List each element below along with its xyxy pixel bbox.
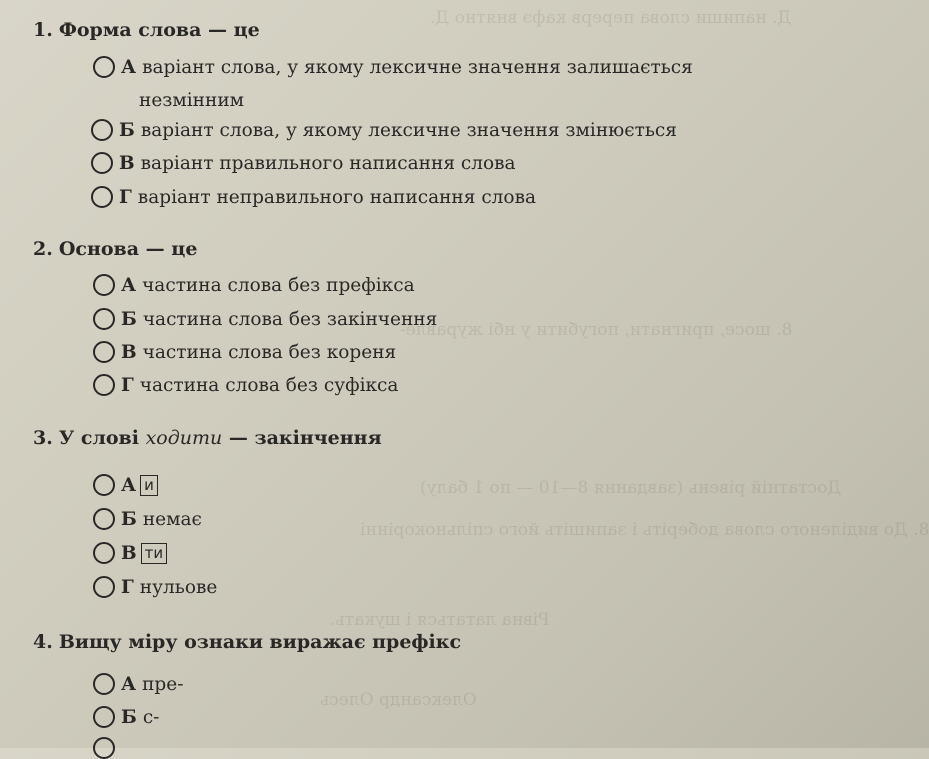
option-text: варіант правильного написання слова xyxy=(140,152,516,174)
option-2b[interactable] xyxy=(93,308,437,330)
option-letter: В xyxy=(119,152,135,174)
option-text: варіант неправильного написання слова xyxy=(137,186,537,208)
question-text-suffix: — закінчення xyxy=(228,427,382,449)
option-letter: В xyxy=(121,542,137,564)
option-letter: А xyxy=(121,474,137,496)
option-2a[interactable] xyxy=(93,274,415,296)
option-text-boxed: и xyxy=(140,475,158,496)
option-text: пре- xyxy=(142,673,184,695)
radio-circle-icon[interactable] xyxy=(93,542,115,564)
radio-circle-icon[interactable] xyxy=(91,152,113,174)
option-letter: А xyxy=(121,56,137,78)
option-text: варіант слова, у якому лексичне значення залишається xyxy=(142,56,693,78)
option-1c[interactable] xyxy=(91,152,516,174)
option-letter: Б xyxy=(121,706,137,728)
option-letter: В xyxy=(121,341,137,363)
option-letter: А xyxy=(121,274,137,296)
radio-circle-icon[interactable] xyxy=(93,56,115,78)
option-letter: А xyxy=(121,673,137,695)
option-2d[interactable] xyxy=(93,374,398,396)
radio-circle-icon[interactable] xyxy=(93,508,115,530)
show-through: Рівна лататься і шукать. xyxy=(330,610,550,630)
option-letter: Б xyxy=(119,119,135,141)
radio-circle-icon[interactable] xyxy=(91,186,113,208)
option-letter: Г xyxy=(121,374,134,396)
radio-circle-icon[interactable] xyxy=(93,576,115,598)
question-word: ходити xyxy=(145,427,223,449)
option-text: частина слова без суфікса xyxy=(139,374,399,396)
radio-circle-icon[interactable] xyxy=(93,374,115,396)
option-text: нульове xyxy=(139,576,218,598)
option-4c-partial[interactable] xyxy=(93,737,121,759)
option-text: частина слова без кореня xyxy=(142,341,397,363)
option-letter: Г xyxy=(119,186,132,208)
question-number: 1. xyxy=(33,19,53,41)
option-letter: Б xyxy=(121,308,137,330)
radio-circle-icon[interactable] xyxy=(93,274,115,296)
option-text: частина слова без префікса xyxy=(142,274,415,296)
question-text: Форма слова — це xyxy=(58,19,260,41)
option-text: частина слова без закінчення xyxy=(142,308,438,330)
question-4 xyxy=(33,631,461,653)
option-4b[interactable] xyxy=(93,706,159,728)
show-through: 8. шосе, пригнати, погубити у нбі журавле- xyxy=(400,320,793,340)
option-1a[interactable] xyxy=(93,56,693,78)
option-3a[interactable] xyxy=(93,474,158,496)
radio-circle-icon[interactable] xyxy=(93,673,115,695)
option-letter: Б xyxy=(121,508,137,530)
radio-circle-icon[interactable] xyxy=(93,308,115,330)
question-number: 4. xyxy=(33,631,53,653)
radio-circle-icon[interactable] xyxy=(91,119,113,141)
show-through: Д. напиши слова перерв кафэ внятно Д. xyxy=(430,8,792,28)
question-number: 3. xyxy=(33,427,53,449)
question-number: 2. xyxy=(33,238,53,260)
option-text-boxed: ти xyxy=(141,543,168,564)
show-through: 8. До виділеного слова доберіть і запишіть його спільнокорінні xyxy=(360,520,929,540)
option-text: с- xyxy=(142,706,160,728)
show-through: Достатній рівень (завдання 8—10 — по 1 балу) xyxy=(420,478,842,498)
radio-circle-icon[interactable] xyxy=(93,737,115,759)
option-4a[interactable] xyxy=(93,673,183,695)
option-2c[interactable] xyxy=(93,341,396,363)
question-2 xyxy=(33,238,197,260)
option-3d[interactable] xyxy=(93,576,217,598)
question-3 xyxy=(33,427,382,449)
option-1b[interactable] xyxy=(91,119,677,141)
option-text: немає xyxy=(142,508,202,530)
question-text-prefix: У слові xyxy=(58,427,139,449)
radio-circle-icon[interactable] xyxy=(93,706,115,728)
show-through: Олександр Олесь xyxy=(320,690,477,710)
option-3c[interactable] xyxy=(93,542,167,564)
option-3b[interactable] xyxy=(93,508,202,530)
question-1 xyxy=(33,19,260,41)
radio-circle-icon[interactable] xyxy=(93,474,115,496)
question-text: Вищу міру ознаки виражає префікс xyxy=(58,631,462,653)
option-letter: Г xyxy=(121,576,134,598)
radio-circle-icon[interactable] xyxy=(93,341,115,363)
question-text: Основа — це xyxy=(58,238,198,260)
option-text: варіант слова, у якому лексичне значення змінюється xyxy=(140,119,677,141)
option-1d[interactable] xyxy=(91,186,536,208)
option-1a-continuation: незмінним xyxy=(139,90,245,111)
